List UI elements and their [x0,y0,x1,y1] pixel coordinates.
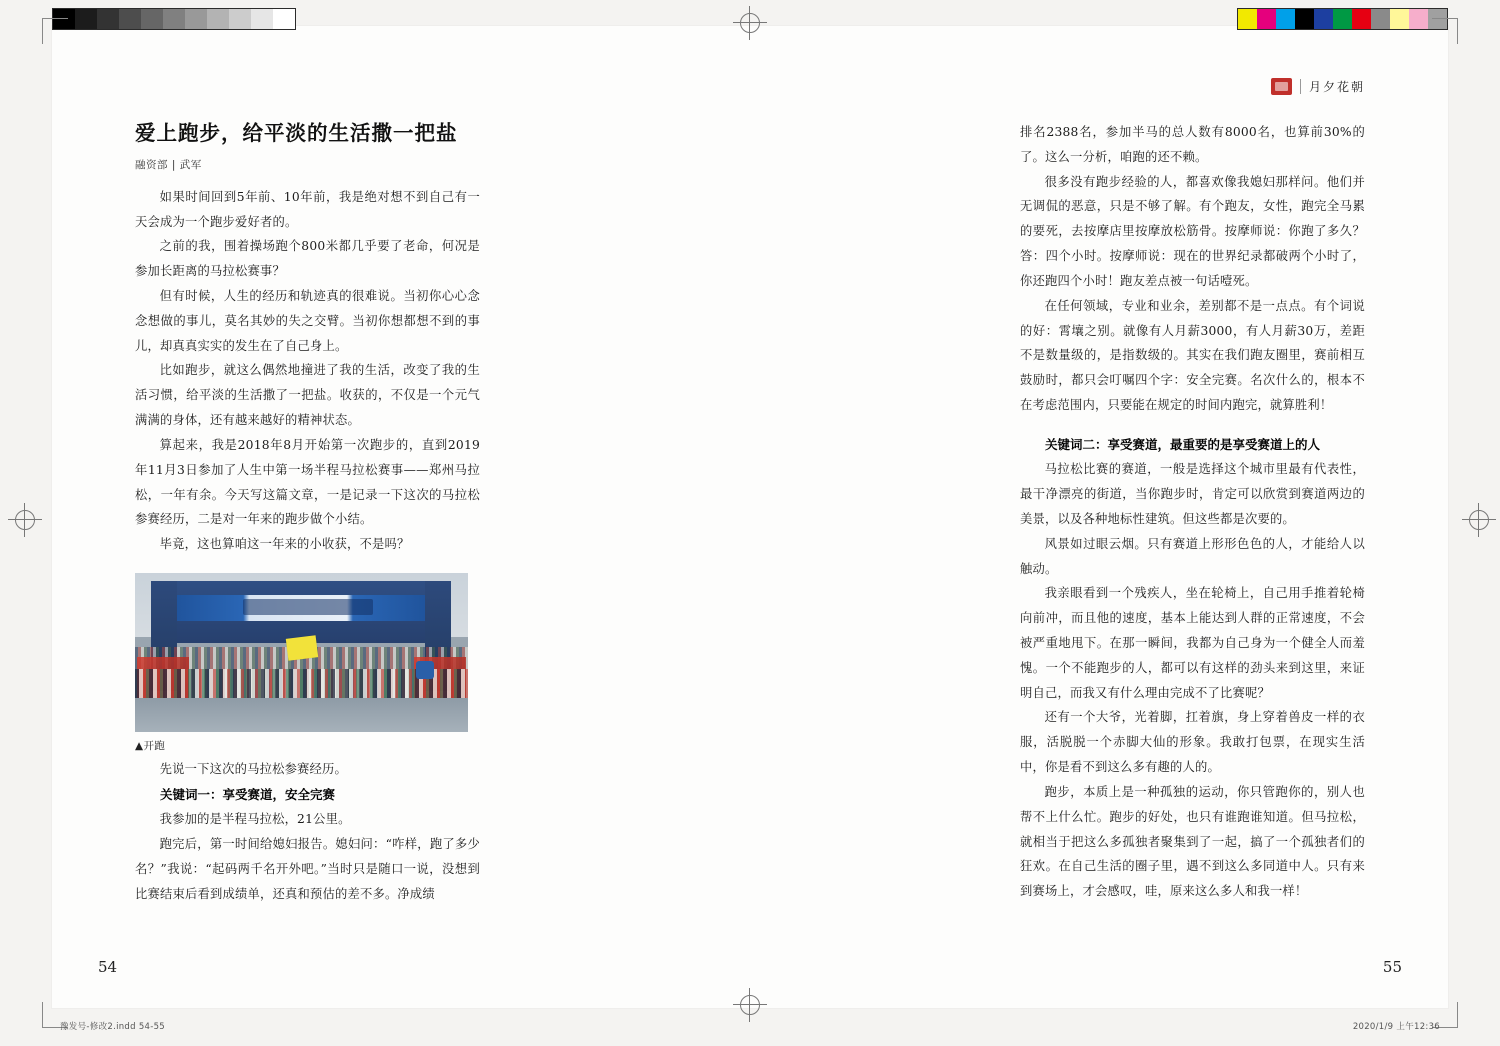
registration-mark-right [1462,503,1496,537]
paragraph: 我亲眼看到一个残疾人，坐在轮椅上，自己用手推着轮椅向前冲，而且他的速度，基本上能达到人群的正常速度，不会被严重地甩下。在那一瞬间，我都为自己身为一个健全人而羞愧。一个不能跑步的人，都可以有这样的劲头来到这里，来证明自己，而我又有什么理由完成不了比赛呢？ [1020,586,1365,700]
paragraph: 如果时间回到5年前、10年前，我是绝对想不到自己有一天会成为一个跑步爱好者的。 [135,189,480,229]
paragraph: 跑完后，第一时间给媳妇报告。媳妇问：“咋样，跑了多少名？”我说：“起码两千名开外吧。”当时只是随口一说，没想到比赛结束后看到成绩单，还真和预估的差不多。净成绩 [135,837,480,901]
paragraph: 比如跑步，就这么偶然地撞进了我的生活，改变了我的生活习惯，给平淡的生活撒了一把盐。收获的，不仅是一个元气满满的身体，还有越来越好的精神状态。 [135,363,480,428]
paragraph: 算起来，我是2018年8月开始第一次跑步的，直到2019年11月3日参加了人生中第一场半程马拉松赛事——郑州马拉松，一年有余。今天写这篇文章，一是记录一下这次的马拉松参赛经历，二是对一年来的跑步做个小结。 [135,437,480,527]
crop-mark-top-left [42,18,68,44]
subheading-one: 关键词一：享受赛道，安全完赛 [160,786,336,802]
paragraph: 很多没有跑步经验的人，都喜欢像我媳妇那样问。他们并无调侃的恶意，只是不够了解。有个跑友，女性，跑完全马累的要死，去按摩店里按摩放松筋骨。按摩师说：你跑了多久？答：四个小时。按摩师说：现在的世界纪录都破两个小时了，你还跑四个小时！跑友差点被一句话噎死。 [1020,174,1365,288]
paragraph: 之前的我，围着操场跑个800米都几乎要了老命，何况是参加长距离的马拉松赛事？ [135,239,480,279]
page-title: 爱上跑步，给平淡的生活撒一把盐 [135,121,458,145]
figure [135,573,468,753]
paragraph: 先说一下这次的马拉松参赛经历。 [159,762,348,777]
grayscale-calibration-bar [52,8,296,30]
running-head [1271,78,1365,95]
paragraph: 马拉松比赛的赛道，一般是选择这个城市里最有代表性，最干净漂亮的街道，当你跑步时，肯定可以欣赏到赛道两边的美景，以及各种地标性建筑。但这些都是次要的。 [1020,462,1365,526]
magazine-logo-icon [1271,78,1292,95]
left-page-column [135,120,480,906]
paragraph: 毕竟，这也算咱这一年来的小收获，不是吗？ [159,537,410,552]
byline: 融资部 | 武军 [135,158,202,171]
page-number-left: 54 [98,958,118,976]
slugline-timestamp: 2020/1/9 上午12:36 [1352,1022,1440,1032]
crop-mark-top-right [1432,18,1458,44]
color-calibration-bar [1237,8,1448,30]
paragraph: 但有时候，人生的经历和轨迹真的很难说。当初你心心念念想做的事儿，莫名其妙的失之交臂。当初你想都想不到的事儿，却真真实实的发生在了自己身上。 [135,288,480,353]
running-head-text: 月夕花朝 [1308,80,1365,94]
paragraph: 我参加的是半程马拉松，21公里。 [159,812,351,827]
registration-mark-bottom [733,988,767,1022]
registration-mark-top [733,6,767,40]
page-number-right: 55 [1382,958,1402,976]
right-page-column [1020,120,1365,904]
paragraph: 跑步，本质上是一种孤独的运动，你只管跑你的，别人也帮不上什么忙。跑步的好处，也只有谁跑谁知道。但马拉松，就相当于把这么多孤独者聚集到了一起，搞了一个孤独者们的狂欢。在自己生活的圈子里，遇不到这么多同道中人。只有来到赛场上，才会感叹，哇，原来这么多人和我一样！ [1020,784,1365,899]
paragraph: 在任何领域，专业和业余，差别都不是一点点。有个词说的好：霄壤之别。就像有人月薪3000，有人月薪30万，差距不是数量级的，是指数级的。其实在我们跑友圈里，赛前相互鼓励时，都只会叮嘱四个字：安全完赛。名次什么的，根本不在考虑范围内，只要能在规定的时间内跑完，就算胜利！ [1020,298,1365,413]
registration-mark-left [8,503,42,537]
figure-caption: ▲开跑 [135,740,166,753]
paragraph: 还有一个大爷，光着脚，扛着旗，身上穿着兽皮一样的衣服，活脱脱一个赤脚大仙的形象。我敢打包票，在现实生活中，你是看不到这么多有趣的人的。 [1020,710,1365,775]
paragraph: 风景如过眼云烟。只有赛道上形形色色的人，才能给人以触动。 [1020,536,1365,576]
subheading-two: 关键词二：享受赛道，最重要的是享受赛道上的人 [1045,436,1321,452]
paragraph: 排名2388名，参加半马的总人数有8000名，也算前30%的了。这么一分析，咱跑的还不赖。 [1020,125,1365,164]
slugline-filename: 豫发号-修改2.indd 54-55 [60,1022,166,1032]
marathon-start-photo [135,573,468,732]
divider [1300,79,1301,94]
